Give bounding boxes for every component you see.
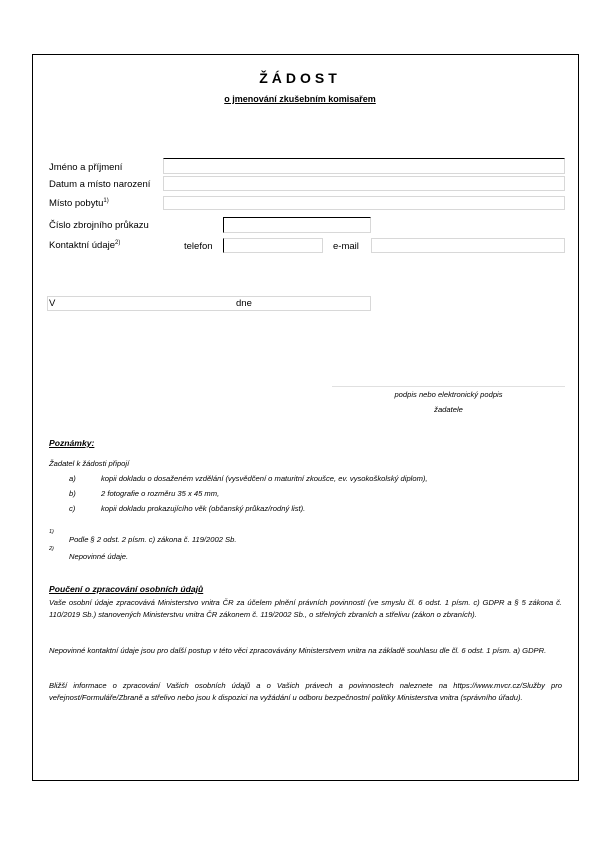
email-field[interactable] — [371, 238, 565, 253]
form-title: ŽÁDOST — [259, 70, 341, 86]
name-field[interactable] — [163, 158, 565, 174]
note-item-marker: b) — [69, 489, 76, 498]
footnote-ref-1: 1) — [103, 197, 109, 204]
email-label: e-mail — [333, 241, 359, 252]
form-subtitle: o jmenování zkušebním komisařem — [224, 94, 376, 104]
note-item-marker: c) — [69, 504, 76, 513]
signature-caption-1: podpis nebo elektronický podpis — [394, 390, 503, 399]
gdpr-paragraph-3: Bližší informace o zpracování Vašich osobních údajů a o Vašich právech a povinnostech naleznete na https://www.mvcr.cz/Služby pro veřejnost/Formuláře/Zbraně a střelivo nebo jsou k dispozici na vyžádání u odboru bezpečnostní politiky Ministerstva vnitra (správního úřadu). — [49, 681, 562, 702]
note-item-marker: a) — [69, 474, 76, 483]
date-label: dne — [236, 298, 252, 309]
permit-label: Číslo zbrojního průkazu — [49, 220, 149, 231]
gdpr-heading: Poučení o zpracování osobních údajů — [49, 584, 204, 594]
signature-caption-2: žadatele — [434, 405, 463, 414]
gdpr-paragraph-1: Vaše osobní údaje zpracovává Ministerstvo vnitra ČR za účelem plnění právních povinností (ve smyslu čl. 6 odst. 1 písm. c) GDPR a § 5 zákona č. 110/2019 Sb.) stanovených Ministerstvu vnitra ČR zákonem č. 119/2002 Sb., o střelných zbraních a střelivu (zákon o zbraních). — [49, 598, 562, 619]
name-label: Jméno a příjmení — [49, 162, 123, 173]
birth-label: Datum a místo narození — [49, 179, 151, 190]
footnote-ref-2: 2) — [115, 239, 121, 246]
notes-intro: Žadatel k žádosti připojí — [49, 459, 130, 468]
notes-heading: Poznámky: — [49, 438, 95, 448]
footnote-marker: 2) — [49, 546, 54, 552]
note-item-text: kopii dokladu o dosaženém vzdělání (vysvědčení o maturitní zkoušce, ev. vysokoškolský diplom), — [101, 474, 428, 483]
note-item-text: 2 fotografie o rozměru 35 x 45 mm, — [101, 489, 220, 498]
contact-label: Kontaktní údaje$^{2)}$ — [49, 239, 121, 251]
phone-label: telefon — [184, 241, 213, 252]
footnote-text: Nepovinné údaje. — [69, 552, 129, 561]
footnote-marker: 1) — [49, 529, 54, 535]
residence-field[interactable] — [163, 196, 565, 210]
footnote-text: Podle § 2 odst. 2 písm. c) zákona č. 119/2002 Sb. — [69, 535, 237, 544]
permit-field[interactable] — [223, 217, 371, 233]
gdpr-paragraph-2: Nepovinné kontaktní údaje jsou pro další postup v této věci zpracovávány Ministerstvem vnitra na základě souhlasu dle čl. 6 odst. 1 písm. a) GDPR. — [49, 646, 547, 655]
place-label: V — [49, 298, 56, 309]
residence-label: Místo pobytu$^{1)}$ — [49, 197, 109, 209]
signature-line — [332, 386, 565, 387]
phone-field[interactable] — [223, 238, 323, 253]
birth-field[interactable] — [163, 176, 565, 191]
note-item-text: kopii dokladu prokazujícího věk (občanský průkaz/rodný list). — [101, 504, 306, 513]
place-date-field[interactable] — [47, 296, 371, 311]
